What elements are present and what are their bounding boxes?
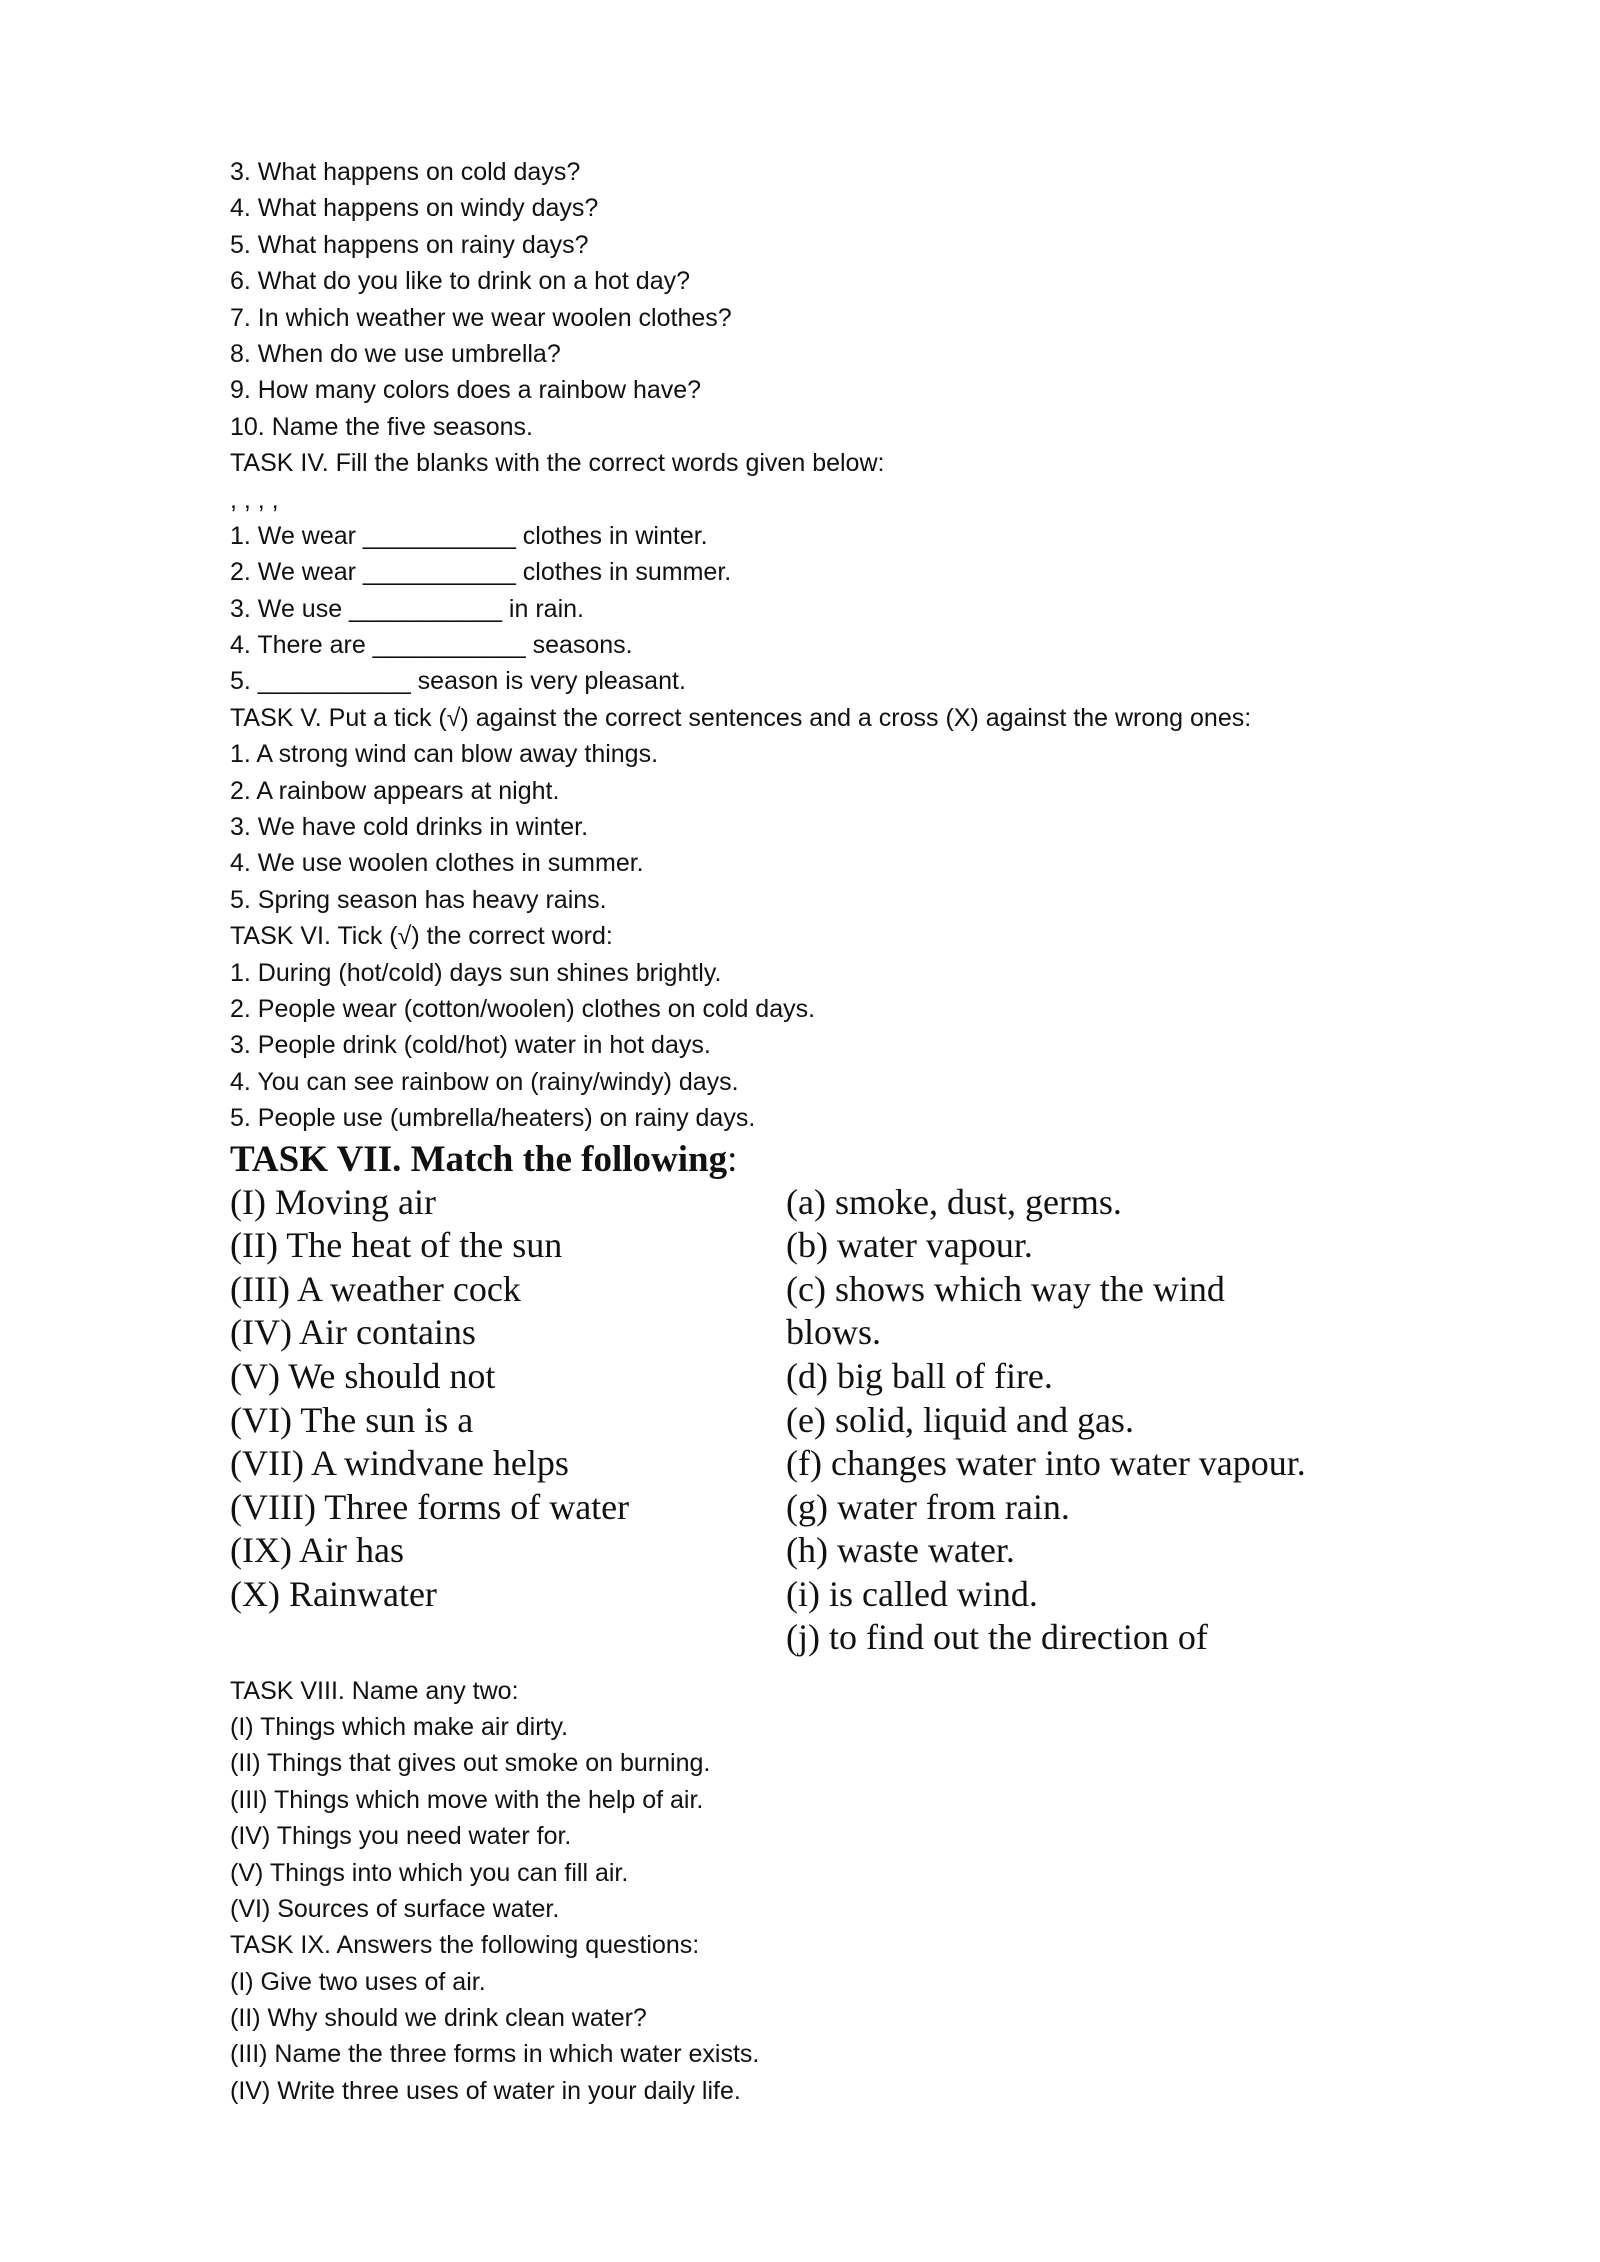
answer-question-item: (II) Why should we drink clean water? — [230, 2004, 647, 2033]
task-4-word-bank: , , , , — [230, 485, 279, 514]
task-7-heading-colon: : — [727, 1138, 738, 1180]
tick-word-item: 5. People use (umbrella/heaters) on rainy days. — [230, 1104, 756, 1133]
match-left-item: (IX) Air has — [230, 1530, 404, 1571]
task-5-section — [230, 700, 1430, 918]
task-9-section — [230, 1927, 1430, 2109]
match-right-item: (a) smoke, dust, germs. — [786, 1181, 1122, 1222]
match-left-item: (VIII) Three forms of water — [230, 1486, 630, 1527]
fill-blank-item: 3. We use ___________ in rain. — [230, 594, 584, 623]
match-left-item: (III) A weather cock — [230, 1268, 521, 1309]
tick-word-item: 2. People wear (cotton/woolen) clothes on cold days. — [230, 994, 816, 1023]
question-item: 6. What do you like to drink on a hot day? — [230, 267, 690, 296]
task-6-section — [230, 918, 1430, 1136]
task-9-heading: TASK IX. Answers the following questions: — [230, 1931, 700, 1960]
match-right-item: (d) big ball of fire. — [786, 1355, 1053, 1396]
name-two-item: (VI) Sources of surface water. — [230, 1894, 560, 1923]
task-6-heading: TASK VI. Tick (√) the correct word: — [230, 922, 613, 951]
tick-word-item: 1. During (hot/cold) days sun shines brightly. — [230, 958, 722, 987]
question-item: 7. In which weather we wear woolen clothes? — [230, 303, 732, 332]
match-right-item: (c) shows which way the wind — [786, 1268, 1225, 1309]
tick-cross-item: 5. Spring season has heavy rains. — [230, 885, 607, 914]
match-left-item: (I) Moving air — [230, 1181, 436, 1222]
tick-word-item: 3. People drink (cold/hot) water in hot days. — [230, 1031, 711, 1060]
match-right-item: (e) solid, liquid and gas. — [786, 1399, 1134, 1440]
match-right-item: (i) is called wind. — [786, 1573, 1038, 1614]
task-4-heading: TASK IV. Fill the blanks with the correct words given below: — [230, 449, 885, 478]
tick-cross-item: 1. A strong wind can blow away things. — [230, 740, 659, 769]
match-right-column — [786, 1181, 1386, 1661]
question-item: 4. What happens on windy days? — [230, 194, 599, 223]
match-right-item: (b) water vapour. — [786, 1225, 1033, 1266]
match-left-item: (VII) A windvane helps — [230, 1443, 569, 1484]
task-7-heading — [230, 1138, 1430, 1181]
tick-cross-item: 2. A rainbow appears at night. — [230, 776, 560, 805]
tick-word-item: 4. You can see rainbow on (rainy/windy) days. — [230, 1067, 739, 1096]
question-item: 9. How many colors does a rainbow have? — [230, 376, 702, 405]
match-left-item: (VI) The sun is a — [230, 1399, 474, 1440]
match-left-item: (IV) Air contains — [230, 1312, 476, 1353]
fill-blank-item: 2. We wear ___________ clothes in summer. — [230, 558, 732, 587]
task-8-section — [230, 1673, 1430, 1928]
task-8-heading: TASK VIII. Name any two: — [230, 1676, 519, 1705]
task-7-heading-text: TASK VII. Match the following — [230, 1138, 728, 1180]
name-two-item: (IV) Things you need water for. — [230, 1822, 572, 1851]
match-left-item: (X) Rainwater — [230, 1573, 437, 1614]
name-two-item: (I) Things which make air dirty. — [230, 1712, 569, 1741]
task-4-section — [230, 445, 1430, 700]
match-right-item: (h) waste water. — [786, 1530, 1015, 1571]
question-item: 10. Name the five seasons. — [230, 412, 533, 441]
name-two-item: (III) Things which move with the help of air. — [230, 1785, 704, 1814]
question-item: 5. What happens on rainy days? — [230, 230, 589, 259]
tick-cross-item: 3. We have cold drinks in winter. — [230, 813, 589, 842]
answer-question-item: (IV) Write three uses of water in your daily life. — [230, 2076, 741, 2105]
tick-cross-item: 4. We use woolen clothes in summer. — [230, 849, 644, 878]
questions-continued — [230, 154, 1430, 445]
answer-question-item: (I) Give two uses of air. — [230, 1967, 486, 1996]
question-item: 8. When do we use umbrella? — [230, 339, 561, 368]
worksheet-page — [230, 154, 1430, 2109]
name-two-item: (II) Things that gives out smoke on burning. — [230, 1749, 711, 1778]
name-two-item: (V) Things into which you can fill air. — [230, 1858, 629, 1887]
task-7-section — [230, 1138, 1430, 1661]
match-right-item: (j) to find out the direction of — [786, 1617, 1208, 1658]
match-left-item: (II) The heat of the sun — [230, 1225, 563, 1266]
match-left-item: (V) We should not — [230, 1355, 496, 1396]
task-5-heading: TASK V. Put a tick (√) against the correct sentences and a cross (X) against the wrong ones: — [230, 703, 1252, 732]
match-right-item: blows. — [786, 1312, 882, 1353]
fill-blank-item: 5. ___________ season is very pleasant. — [230, 667, 686, 696]
match-right-item: (g) water from rain. — [786, 1486, 1070, 1527]
fill-blank-item: 4. There are ___________ seasons. — [230, 631, 633, 660]
match-right-item: (f) changes water into water vapour. — [786, 1443, 1306, 1484]
fill-blank-item: 1. We wear ___________ clothes in winter. — [230, 521, 708, 550]
match-table — [230, 1181, 1430, 1661]
answer-question-item: (III) Name the three forms in which water exists. — [230, 2040, 760, 2069]
match-left-column — [230, 1181, 770, 1617]
question-item: 3. What happens on cold days? — [230, 158, 581, 186]
